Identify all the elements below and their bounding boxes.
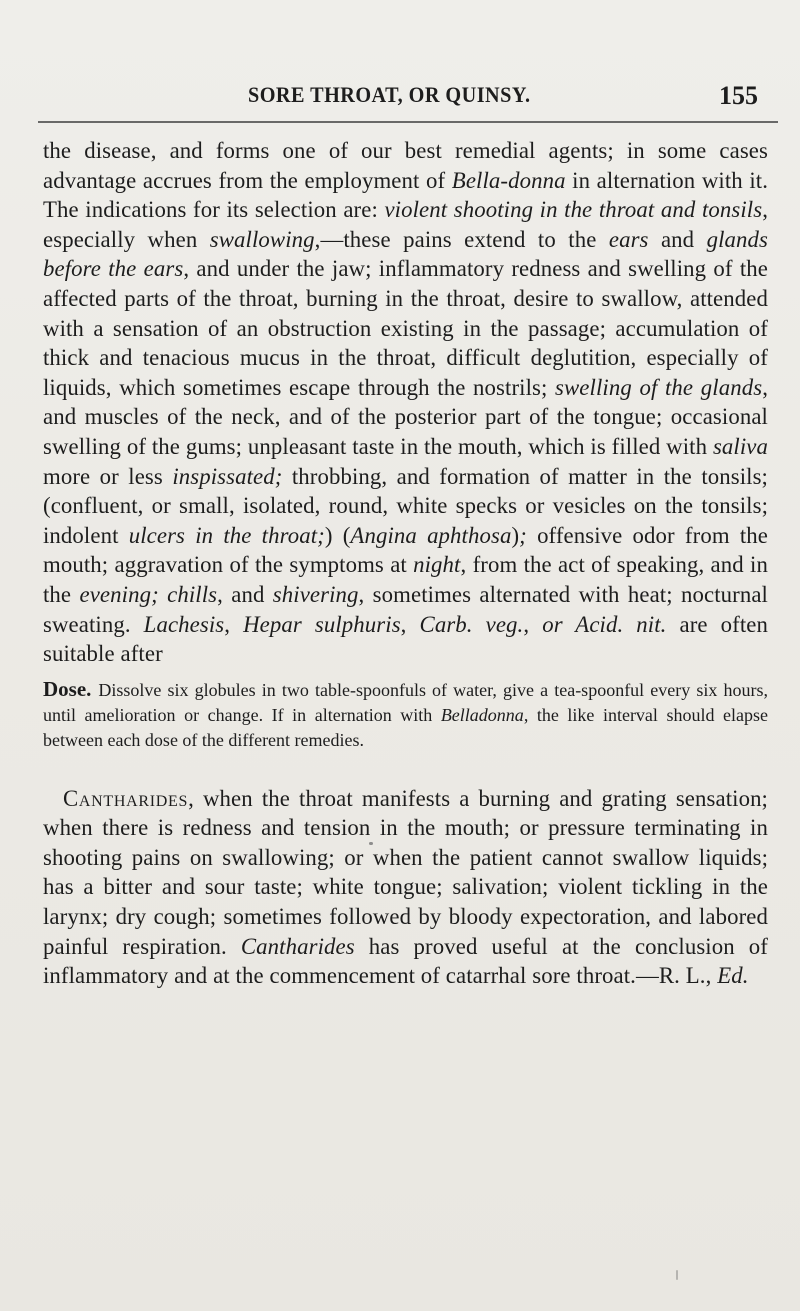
text-run: ) (511, 522, 520, 548)
text-run: ,—these pains extend to the (314, 226, 609, 252)
text-run: , especially when (43, 197, 768, 252)
text-run: night (413, 552, 461, 578)
text-run: Dissolve six globules in two table-spoonfuls of water, give a tea-spoonful every six hours, until amelioration or change. If in alternation with (43, 679, 768, 725)
text-run: and (648, 226, 707, 252)
page-number: 155 (719, 81, 758, 110)
text-run: or Acid. nit. (542, 611, 667, 637)
text-run: are often suitable after (43, 611, 769, 667)
header-rule (38, 121, 778, 123)
text-run: violent shooting in the throat and tonsils (384, 197, 763, 223)
text-run: glands before the ears (43, 226, 768, 282)
text-run: ; (519, 522, 527, 548)
text-run: Bella-donna (451, 167, 566, 193)
dose-paragraph (43, 677, 768, 753)
text-run: ears (608, 226, 649, 252)
text-run: swelling of the glands (555, 374, 763, 400)
text-run: more or less (43, 463, 173, 489)
text-run (159, 582, 167, 607)
text-run: , from the act of speaking, and in the (43, 552, 768, 607)
text-run: in alternation with it. The indications for its selection are: (43, 167, 768, 223)
text-run: , and (217, 581, 273, 607)
text-run: saliva (712, 433, 768, 459)
page-header (248, 82, 768, 116)
text-run: Hepar sulphuris (243, 611, 401, 637)
body-paragraph-cantharides (43, 784, 768, 991)
text-run: the disease, and forms one of our best remedial agents; in some cases advantage accrues from the employment of (43, 138, 768, 193)
text-run: , (523, 611, 543, 637)
running-head: SORE THROAT, OR QUINSY. (248, 82, 531, 107)
text-run: shivering (272, 581, 359, 607)
text-run: evening; (79, 581, 159, 607)
text-run: , when the throat manifests a burning and grating sensation; when there is redness and tension in the mouth; or pressure terminating in shooting pains on swallowing; or when the patient cannot swallow liquids; has a bitter and sour taste; white tongue; salivation; violent tickling in the larynx; dry cough; sometimes followed by bloody expectoration, and labored painful respiration. (43, 785, 768, 959)
text-run: has proved useful at the conclusion of inflammatory and at the commencement of catarrhal sore throat.—R. L., (43, 933, 769, 989)
text-run: , and muscles of the neck, and of the posterior part of the tongue; occasional swelling of the gums; unpleasant taste in the mouth, which is filled with (43, 374, 768, 459)
text-run: Lachesis (143, 611, 225, 637)
text-run: Ed. (717, 963, 749, 989)
text-run: , (400, 611, 420, 637)
text-run: throbbing, and formation of matter in the tonsils; (confluent, or small, isolated, round, white specks or vesicles on the tonsils; indolent (43, 463, 768, 548)
paper-speck (369, 842, 373, 845)
text-run: , and under the jaw; inflammatory redness and swelling of the affected parts of the throat, burning in the throat, desire to swallow, attended with a sensation of an obstruction existing in the passage; accumulation of thick and tenacious mucus in the throat, difficult deglutition, especially of liquids, which sometimes escape through the nostrils; (43, 256, 768, 400)
text-run: Belladonna (440, 704, 524, 725)
text-run: Cantharides (240, 933, 355, 959)
text-run: , (224, 611, 244, 637)
text-run: inspissated; (172, 463, 283, 489)
page-content (43, 136, 768, 991)
body-paragraph-belladonna (43, 136, 768, 669)
text-run: Angina aphthosa (350, 522, 512, 548)
paragraph-gap (43, 771, 768, 784)
dose-label: Dose. (43, 676, 92, 701)
text-run: , the like interval should elapse between each dose of the different remedies. (43, 704, 769, 750)
text-run: ulcers in the throat; (128, 522, 325, 548)
text-run: Cantharides (63, 785, 189, 811)
text-run: chills (167, 581, 218, 607)
text-run: , sometimes alternated with heat; nocturnal sweating. (43, 581, 768, 637)
text-run: swallowing (209, 226, 315, 252)
text-run: ) ( (324, 522, 351, 548)
paper-speck (676, 1270, 678, 1280)
text-run: Carb. veg. (419, 611, 524, 637)
text-run: offensive odor from the mouth; aggravation of the symptoms at (43, 522, 768, 578)
